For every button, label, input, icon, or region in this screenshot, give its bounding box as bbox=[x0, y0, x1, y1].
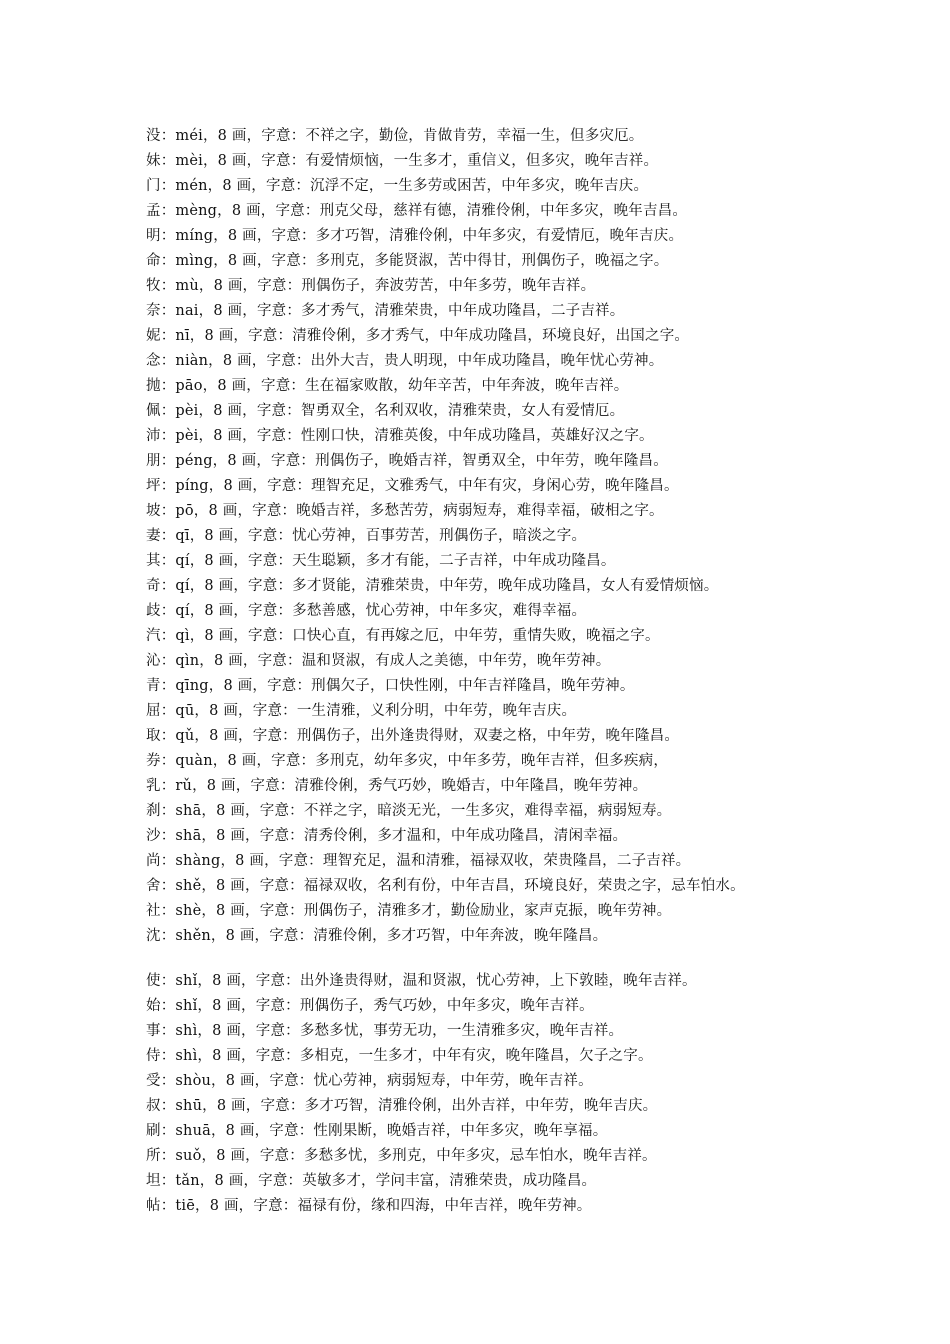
character-entry: 门：mén，8 画，字意：沉浮不定，一生多劳或困苦，中年多灾，晚年吉庆。 bbox=[146, 178, 649, 194]
character-entry: 抛：pāo，8 画，字意：生在福家败散，幼年辛苦，中年奔波，晚年吉祥。 bbox=[146, 378, 629, 394]
character-entry: 舍：shě，8 画，字意：福禄双收，名利有份，中年吉昌，环境良好，荣贵之字，忌车怕水。 bbox=[146, 878, 745, 894]
character-entry: 刹：shā，8 画，字意：不祥之字，暗淡无光，一生多灾，难得幸福，病弱短寿。 bbox=[146, 803, 672, 819]
character-entry: 券：quàn，8 画，字意：多刑克，幼年多灾，中年多劳，晚年吉祥，但多疾病， bbox=[146, 753, 669, 769]
character-entry: 帖：tiē，8 画，字意：福禄有份，缘和四海，中年吉祥，晚年劳神。 bbox=[146, 1198, 592, 1214]
character-entry: 朋：péng，8 画，字意：刑偶伤子，晚婚吉祥，智勇双全，中年劳，晚年隆昌。 bbox=[146, 453, 668, 469]
character-entry: 刷：shuā，8 画，字意：性刚果断，晚婚吉祥，中年多灾，晚年享福。 bbox=[146, 1123, 608, 1139]
character-entry: 坡：pō，8 画，字意：晚婚吉祥，多愁苦劳，病弱短寿，难得幸福，破相之字。 bbox=[146, 503, 664, 519]
character-entry: 受：shòu，8 画，字意：忧心劳神，病弱短寿，中年劳，晚年吉祥。 bbox=[146, 1073, 593, 1089]
character-entry: 念：niàn，8 画，字意：出外大吉，贵人明现，中年成功隆昌，晚年忧心劳神。 bbox=[146, 353, 664, 369]
character-entry: 沙：shā，8 画，字意：清秀伶俐，多才温和，中年成功隆昌，清闲幸福。 bbox=[146, 828, 628, 844]
character-entry: 尚：shàng，8 画，字意：理智充足，温和清雅，福禄双收，荣贵隆昌，二子吉祥。 bbox=[146, 853, 691, 869]
character-entry: 牧：mù，8 画，字意：刑偶伤子，奔波劳苦，中年多劳，晚年吉祥。 bbox=[146, 278, 596, 294]
character-entry: 青：qīng，8 画，字意：刑偶欠子，口快性刚，中年吉祥隆昌，晚年劳神。 bbox=[146, 678, 635, 694]
character-entry: 其：qí，8 画，字意：天生聪颖，多才有能，二子吉祥，中年成功隆昌。 bbox=[146, 553, 616, 569]
character-entry: 始：shǐ，8 画，字意：刑偶伤子，秀气巧妙，中年多灾，晚年吉祥。 bbox=[146, 998, 594, 1014]
character-entry: 取：qǔ，8 画，字意：刑偶伤子，出外逢贵得财，双妻之格，中年劳，晚年隆昌。 bbox=[146, 728, 680, 744]
character-entry: 奇：qí，8 画，字意：多才贤能，清雅荣贵，中年劳，晚年成功隆昌，女人有爱情烦恼。 bbox=[146, 578, 719, 594]
character-entry: 沈：shěn，8 画，字意：清雅伶俐，多才巧智，中年奔波，晚年隆昌。 bbox=[146, 928, 608, 944]
character-entry: 坦：tǎn，8 画，字意：英敏多才，学问丰富，清雅荣贵，成功隆昌。 bbox=[146, 1173, 597, 1189]
character-entry: 奈：nai，8 画，字意：多才秀气，清雅荣贵，中年成功隆昌，二子吉祥。 bbox=[146, 303, 625, 319]
character-entry: 妮：nī，8 画，字意：清雅伶俐，多才秀气，中年成功隆昌，环境良好，出国之字。 bbox=[146, 328, 690, 344]
character-entry: 命：mìng，8 画，字意：多刑克，多能贤淑，苦中得甘，刑偶伤子，晚福之字。 bbox=[146, 253, 669, 269]
character-entry: 叔：shū，8 画，字意：多才巧智，清雅伶俐，出外吉祥，中年劳，晚年吉庆。 bbox=[146, 1098, 658, 1114]
character-entry: 汽：qì，8 画，字意：口快心直，有再嫁之厄，中年劳，重情失败，晚福之字。 bbox=[146, 628, 660, 644]
character-entry: 屈：qū，8 画，字意：一生清雅，义利分明，中年劳，晚年吉庆。 bbox=[146, 703, 577, 719]
character-entry: 侍：shì，8 画，字意：多相克，一生多才，中年有灾，晚年隆昌，欠子之字。 bbox=[146, 1048, 653, 1064]
character-entry: 没：méi，8 画，字意：不祥之字，勤俭，肯做肯劳，幸福一生，但多灾厄。 bbox=[146, 128, 644, 144]
character-entry: 明：míng，8 画，字意：多才巧智，清雅伶俐，中年多灾，有爱情厄，晚年吉庆。 bbox=[146, 228, 684, 244]
character-entry: 孟：mèng，8 画，字意：刑克父母，慈祥有德，清雅伶俐，中年多灾，晚年吉昌。 bbox=[146, 203, 688, 219]
character-entry: 妻：qī，8 画，字意：忧心劳神，百事劳苦，刑偶伤子，暗淡之字。 bbox=[146, 528, 587, 544]
character-list-section-2 bbox=[146, 969, 926, 1219]
character-entry: 使：shǐ，8 画，字意：出外逢贵得财，温和贤淑，忧心劳神，上下敦睦，晚年吉祥。 bbox=[146, 973, 697, 989]
character-entry: 事：shì，8 画，字意：多愁多忧，事劳无功，一生清雅多灾，晚年吉祥。 bbox=[146, 1023, 624, 1039]
character-list-section-1 bbox=[146, 124, 926, 949]
character-entry: 所：suǒ，8 画，字意：多愁多忧，多刑克，中年多灾，忌车怕水，晚年吉祥。 bbox=[146, 1148, 657, 1164]
character-entry: 沛：pèi，8 画，字意：性刚口快，清雅英俊，中年成功隆昌，英雄好汉之字。 bbox=[146, 428, 654, 444]
character-entry: 乳：rǔ，8 画，字意：清雅伶俐，秀气巧妙，晚婚吉，中年隆昌，晚年劳神。 bbox=[146, 778, 648, 794]
character-entry: 沁：qìn，8 画，字意：温和贤淑，有成人之美德，中年劳，晚年劳神。 bbox=[146, 653, 611, 669]
character-entry: 佩：pèi，8 画，字意：智勇双全，名利双收，清雅荣贵，女人有爱情厄。 bbox=[146, 403, 625, 419]
character-entry: 妹：mèi，8 画，字意：有爱情烦恼，一生多才，重信义，但多灾，晚年吉祥。 bbox=[146, 153, 659, 169]
character-entry: 歧：qí，8 画，字意：多愁善感，忧心劳神，中年多灾，难得幸福。 bbox=[146, 603, 587, 619]
character-entry: 坪：píng，8 画，字意：理智充足，文雅秀气，中年有灾，身闲心劳，晚年隆昌。 bbox=[146, 478, 679, 494]
character-entry: 社：shè，8 画，字意：刑偶伤子，清雅多才，勤俭励业，家声克振，晚年劳神。 bbox=[146, 903, 672, 919]
